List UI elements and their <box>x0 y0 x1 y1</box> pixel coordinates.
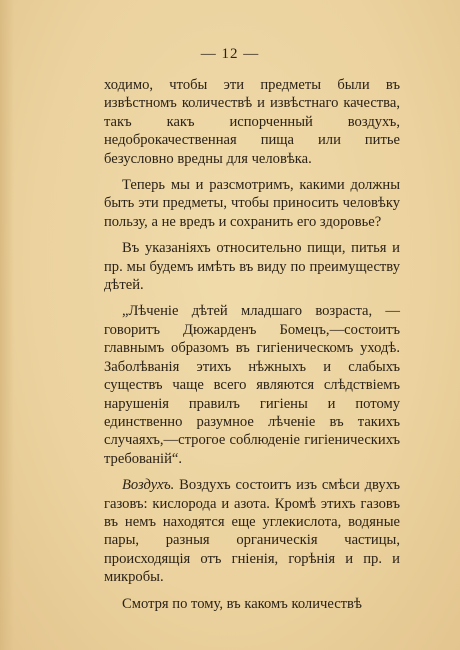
paragraph-text: ходимо, чтобы эти предметы были въ извѣстномъ количествѣ и извѣстнаго качества, такъ какъ испорченный воздухъ, недоброкачественная пища или питье безусловно вредны для человѣка. <box>104 77 400 167</box>
quote-paragraph <box>104 302 400 468</box>
paragraph <box>104 176 400 231</box>
paragraph <box>104 239 400 294</box>
section-heading: Воздухъ. <box>122 477 175 494</box>
section-paragraph <box>104 476 400 586</box>
paragraph <box>104 76 400 168</box>
paragraph-text: Смотря по тому, въ какомъ количествѣ <box>122 595 362 612</box>
paragraph <box>104 595 400 613</box>
body-text <box>104 76 400 621</box>
paragraph-text: „Лѣченіе дѣтей младшаго возраста, — говоритъ Дюжарденъ Бомецъ,—состоитъ главнымъ образомъ въ гигіеническомъ уходѣ. Заболѣванія этихъ нѣжныхъ и слабыхъ существъ чаще всего являются слѣдствіемъ нарушенія правилъ гигіены и потому единственно разумное лѣченіе въ такихъ случаяхъ,—строгое соблюденіе гигіеническихъ требованій“. <box>104 303 400 467</box>
paragraph-text: Воздухъ состоитъ изъ смѣси двухъ газовъ: кислорода и азота. Кромѣ этихъ газовъ въ немъ находятся еще углекислота, водяные пары, разныя органическія частицы, происходящія отъ гніенія, горѣнія и пр. и микробы. <box>104 477 400 586</box>
page-number: — 12 — <box>200 46 260 62</box>
page-spine-shadow <box>0 0 14 650</box>
paragraph-text: Въ указаніяхъ относительно пищи, питья и пр. мы будемъ имѣть въ виду по преимуществу дѣтей. <box>104 240 400 294</box>
paragraph-text: Теперь мы и разсмотримъ, какими должны быть эти предметы, чтобы приносить человѣку пользу, а не вредъ и сохранить его здоровье? <box>104 177 400 230</box>
